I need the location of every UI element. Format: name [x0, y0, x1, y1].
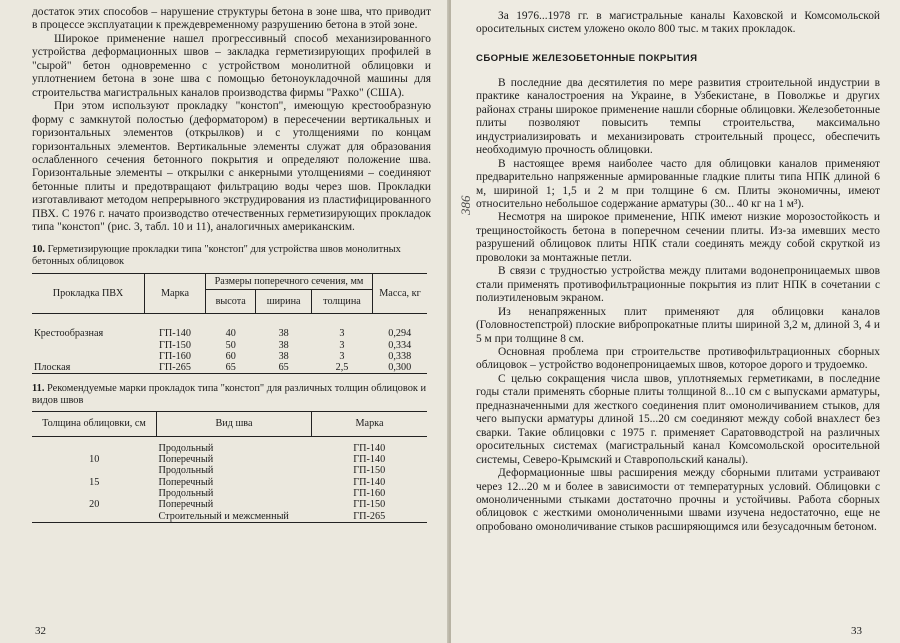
col-header-mark: Марка [145, 273, 206, 314]
table11 [32, 411, 427, 522]
table10 [32, 273, 427, 375]
table-row: ГП-150 50 38 3 0,334 [159, 339, 412, 351]
col-header-type: Прокладка ПВХ [32, 273, 145, 314]
col-header-mass: Масса, кг [373, 273, 428, 314]
paragraph: За 1976...1978 гг. в магистральные каналы Каховской и Комсомольской оросительных систем уложено около 800 тыс. м таких прокладок. [476, 10, 880, 36]
table-row: 15 Поперечный ГП-140 [89, 476, 386, 488]
table11-title: Рекомендуемые марки прокладок типа "констоп" для различных толщин облицовок и видов швов [32, 383, 427, 407]
table-row: 10 Поперечный ГП-140 [89, 454, 386, 466]
table-row: 20 Поперечный ГП-150 [89, 499, 386, 511]
paragraph: В настоящее время наиболее часто для облицовки каналов применяют предварительно напряженные армированные гладкие плиты типа НПК длиной 6 м, шириной 1; 1,5 и 2 м при толщине 6 см. Плиты экономичны, имеют относительно небольшое содержание арматуры (30... 40 кг на 1 м³). [476, 157, 880, 210]
paragraph: При этом используют прокладку "констоп", имеющую крестообразную форму с замкнутой полостью (деформатором) в пересечении вертикальных и горизонтальных элементов (открылков) и с утолщениями по концам горизонтальных элементов. Вертикальные элементы служат для образования ослабленного сечения бетонного покрытия и определяют положение шва. Горизонтальные элементы – открылки с анкерными утолщениями – соединяют бетонные плиты и предотвращают фильтрацию воды через шов. Прокладки изготавливают методом непрерывного экструдирования из пластифицированного ПВХ. С 1976 г. начато производство отечественных герметизирующих прокладок типа "констоп" (рис. 3, табл. 10 и 11), аналогичных американским. [32, 100, 431, 234]
col-header-width: ширина [256, 290, 312, 314]
col-header-thickness: толщина [311, 290, 372, 314]
paragraph: Деформационные швы расширения между сборными плитами устраивают через 12...20 м и более в зависимости от температурных условий. Облицовки с омоноличенными стыками достаточно прочны и устойчивы. Работа сборных облицовок с жесткими омоноличенными швами изучена недостаточно, еще не опробовано омоноличивание стыков расширяющимся или безусадочным бетоном. [476, 467, 880, 533]
table-row: Продольный ГП-160 [158, 487, 386, 499]
col-header-height: высота [206, 290, 256, 314]
page-number-left: 32 [35, 625, 46, 637]
col-header-joint: Вид шва [157, 412, 312, 436]
section-heading: СБОРНЫЕ ЖЕЛЕЗОБЕТОННЫЕ ПОКРЫТИЯ [476, 52, 698, 64]
table10-number: 10. [32, 243, 45, 255]
paragraph: В последние два десятилетия по мере развития строительной индустрии в практике каналостроения на Украине, в Узбекистане, в Поволжье и других районах страны широкое применение нашли сборные облицовки. Железобетонные плиты позволяют повысить темпы строительства, максимально индустриализировать и механизировать строительный процесс, обеспечить необходимую прочность облицовки. [476, 76, 880, 157]
table-row: Крестообразная ГП-140 40 38 3 0,294 [34, 328, 412, 340]
table-row: Строительный и межсменный ГП-265 [158, 510, 386, 522]
table-row: Плоская ГП-265 65 65 2,5 0,300 [34, 362, 412, 374]
paragraph: Несмотря на широкое применение, НПК имеют низкие морозостойкость и трещиностойкость бетона в поперечном сечении плиты. Из-за имевших место разрушений облицовок плиты НПК стали соединять между собой скруткой из проволоки за монтажные петли. [476, 211, 880, 264]
table-row: Продольный ГП-150 [158, 465, 386, 477]
table11-caption [32, 383, 431, 407]
left-page [0, 0, 449, 643]
paragraph: В связи с трудностью устройства между плитами водонепроницаемых швов стали применять противофильтрационные покрытия из плит НПК в сочетании с полиэтиленовым экраном. [476, 265, 880, 305]
table-row: ГП-160 60 38 3 0,338 [159, 350, 412, 362]
col-header-sizes: Размеры поперечного сечения, мм [206, 273, 373, 289]
table10-title: Герметизирующие прокладки типа "констоп" для устройства швов монолитных бетонных облицовок [32, 243, 401, 267]
table-row: Продольный ГП-140 [158, 442, 386, 454]
paragraph: Основная проблема при строительстве противофильтрационных сборных облицовок – устройство водонепроницаемых швов, которое дорого и трудоемко. [476, 345, 880, 372]
page-number-right: 33 [851, 625, 862, 637]
table11-number: 11. [32, 383, 45, 395]
paragraph: Из ненапряженных плит применяют для облицовки каналов (Головностепстрой) плоские вибропрокатные плиты шириной 3,2 м, длиной 3, 4 и 5 м при толщине 8 см. [476, 305, 880, 345]
handwritten-margin-note: 386 [458, 195, 473, 215]
col-header-thickness: Толщина облицовки, см [32, 412, 157, 436]
table10-caption [32, 244, 431, 268]
right-page [451, 0, 900, 643]
paragraph: С целью сокращения числа швов, уплотняемых герметиками, в последние годы стали применять сборные плиты толщиной 8...10 см с выпусками арматуры, предназначенными для жесткого соединения плит омоноличиванием стыков, для чего выпуски арматуры длиной 15...20 см соединяют между собой внахлест без сварки. Такие облицовки с 1975 г. применяет Саратовводстрой на различных оросительных системах (магистральный канал Комсомольской оросительной системы, Северо-Крымский и Ставропольский каналы). [476, 372, 880, 466]
paragraph: Широкое применение нашел прогрессивный способ механизированного устройства деформационных швов – закладка герметизирующих профилей в "сырой" бетон одновременно с устройством монолитной облицовки и уплотнением бетона в зоне шва с помощью бетоноукладочной машины для строительства магистральных каналов производства фирмы "Рахко" (США). [32, 32, 431, 99]
col-header-mark: Марка [312, 412, 428, 436]
paragraph-continued: достаток этих способов – нарушение структуры бетона в зоне шва, что приводит в процессе эксплуатации к преждевременному разрушению бетона в этой зоне. [32, 6, 431, 32]
